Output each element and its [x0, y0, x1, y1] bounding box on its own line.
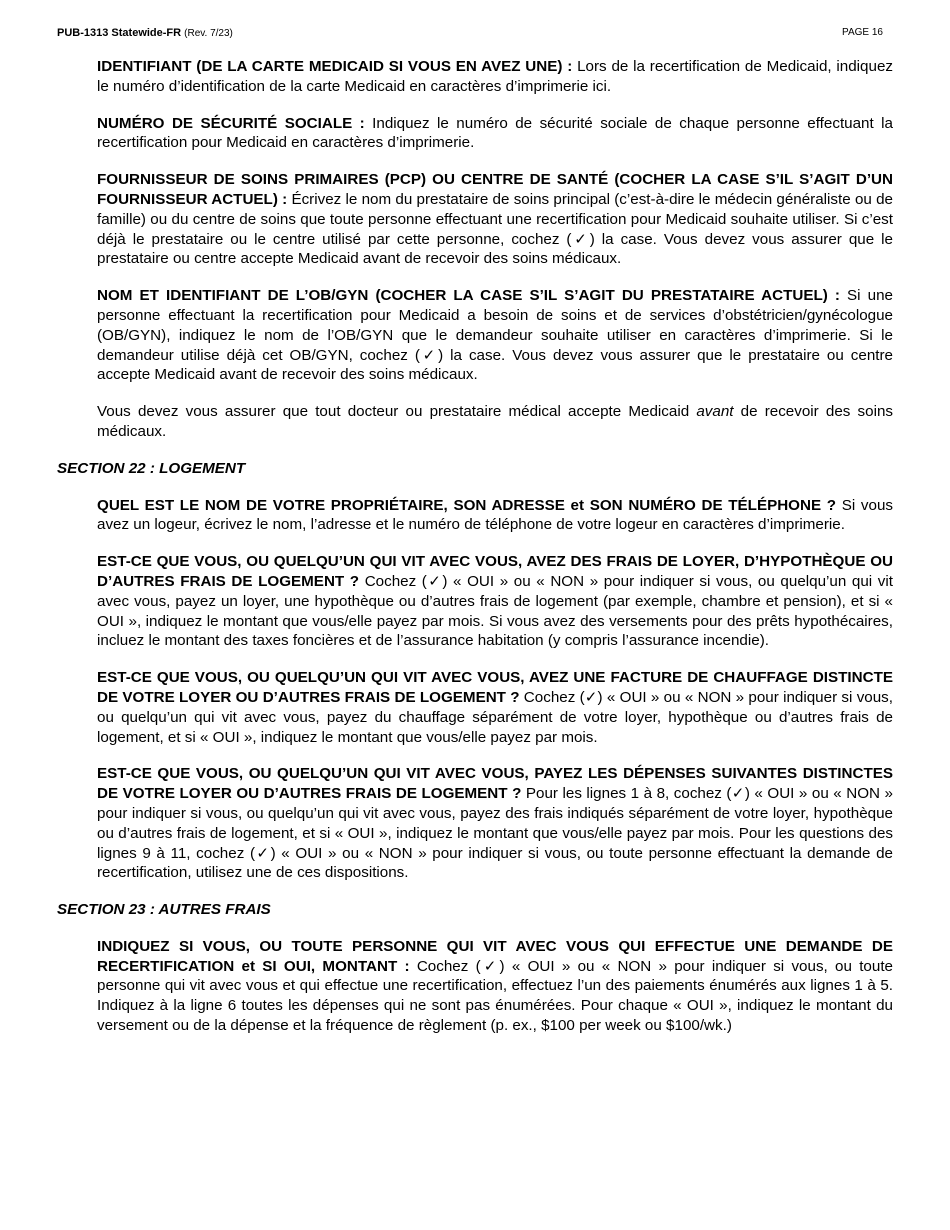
paragraph-heating	[97, 668, 893, 747]
paragraph-heading: NUMÉRO DE SÉCURITÉ SOCIALE :	[97, 114, 365, 132]
paragraph-text: Indiquez le numéro de sécurité sociale de chaque personne effectuant la recertification pour Medicaid en caractères d’imprimerie.	[97, 114, 893, 152]
paragraph-heading: EST-CE QUE VOUS, OU QUELQU’UN QUI VIT AVEC VOUS, PAYEZ LES DÉPENSES SUIVANTES DISTINCTES DE VOTRE LOYER OU D’AUTRES FRAIS DE LOGEMENT ?	[97, 765, 893, 803]
section-22-title: SECTION 22 : LOGEMENT	[57, 459, 246, 477]
paragraph-text: Cochez (✓) « OUI » ou « NON » pour indiquer si vous, ou quelqu’un qui vit avec vous, payez du chauffage séparément de votre loyer, hypothèque ou d’autres frais de logement, et si « OUI », indiquez le montant que vous/elle payez par mois.	[97, 688, 893, 746]
paragraph-other-expenses	[97, 937, 893, 1036]
paragraph-rent	[97, 552, 893, 651]
paragraph-text: Écrivez le nom du prestataire de soins principal (c’est-à-dire le médecin généraliste ou de famille) ou du centre de soins que toute personne effectuant une recertification pour Medicaid souhaite utiliser. Si c’est déjà le prestataire ou le centre utilisé par cette personne, cochez (✓) la case. Vous devez vous assurer que le prestataire ou centre accepte Medicaid avant de recevoir des soins médicaux.	[97, 190, 893, 268]
paragraph-obgyn	[97, 286, 893, 385]
doc-code: PUB-1313 Statewide-FR	[57, 27, 182, 39]
paragraph-medicaid-id	[97, 57, 893, 97]
paragraph-expenses	[97, 764, 893, 883]
note-text-before: Vous devez vous assurer que tout docteur ou prestataire médical accepte Medicaid	[97, 403, 697, 421]
paragraph-heading: EST-CE QUE VOUS, OU QUELQU’UN QUI VIT AVEC VOUS, AVEZ UNE FACTURE DE CHAUFFAGE DISTINCTE DE VOTRE LOYER OU D’AUTRES FRAIS DE LOGEMENT ?	[97, 669, 893, 706]
paragraph-pcp	[97, 170, 893, 269]
note-text-after: de recevoir des soins médicaux.	[97, 403, 894, 440]
doc-revision: (Rev. 7/23)	[184, 28, 233, 39]
paragraph-heading: IDENTIFIANT (DE LA CARTE MEDICAID SI VOUS EN AVEZ UNE) :	[97, 58, 573, 75]
paragraph-ssn	[97, 114, 893, 154]
note-emphasis: avant	[696, 403, 734, 421]
page-header	[57, 27, 883, 43]
paragraph-heading: EST-CE QUE VOUS, OU QUELQU’UN QUI VIT AVEC VOUS, AVEZ DES FRAIS DE LOYER, D’HYPOTHÈQUE OU D’AUTRES FRAIS DE LOGEMENT ?	[97, 553, 893, 590]
page-number: PAGE 16	[842, 27, 883, 38]
paragraph-text: Si vous avez un logeur, écrivez le nom, l’adresse et le numéro de téléphone de votre logeur en caractères d’imprimerie.	[97, 496, 893, 534]
document-body	[57, 57, 893, 1053]
paragraph-text: Cochez (✓) « OUI » ou « NON » pour indiquer si vous, ou quelqu’un qui vit avec vous, payez un loyer, une hypothèque ou d’autres frais de logement (par exemple, chambre et pension), et si « OUI », indiquez le montant que vous/elle payez par mois. Si vous avez des versements pour des prêts hypothécaires, incluez le montant des taxes foncières et de l’assurance habitation (y compris l’assurance incendie).	[97, 572, 893, 650]
paragraph-text: Cochez (✓) « OUI » ou « NON » pour indiquer si vous, ou toute personne qui vit avec vous et qui effectue une recertification, effectuez l’un des paiements énumérés aux lignes 1 à 5. Indiquez à la ligne 6 toutes les dépenses qui ne sont pas énumérées. Pour chaque « OUI », indiquez le montant du versement ou de la dépense et la fréquence de règlement (p. ex., $100 per week ou $100/wk.)	[97, 957, 893, 1035]
paragraph-doctor-note	[97, 402, 893, 442]
paragraph-text: Si une personne effectuant la recertification pour Medicaid a besoin de soins et de services d’obstétricien/gynécologue (OB/GYN), indiquez le nom de l’OB/GYN que le demandeur souhaite utiliser en caractères d’imprimerie. Si le demandeur utilise déjà cet OB/GYN, cochez (✓) la case. Vous devez vous assurer que le prestataire ou centre accepte Medicaid avant de recevoir des soins médicaux.	[97, 287, 893, 384]
paragraph-text: Pour les lignes 1 à 8, cochez (✓) « OUI » ou « NON » pour indiquer si vous, ou quelqu’un qui vit avec vous, payez des frais indiqués séparément de votre loyer, hypothèque ou d’autres frais de logement, et si « OUI », indiquez le montant que vous/elle payez par mois. Pour les questions des lignes 9 à 11, cochez (✓) « OUI » ou « NON » pour indiquer si vous, ou toute personne effectuant la demande de recertification, utilisez une de ces dispositions.	[97, 785, 893, 882]
paragraph-heading: INDIQUEZ SI VOUS, OU TOUTE PERSONNE QUI VIT AVEC VOUS QUI EFFECTUE UNE DEMANDE DE RECERTIFICATION et SI OUI, MONTANT :	[97, 937, 893, 975]
section-23-title: SECTION 23 : AUTRES FRAIS	[57, 901, 271, 919]
paragraph-heading: FOURNISSEUR DE SOINS PRIMAIRES (PCP) OU CENTRE DE SANTÉ (COCHER LA CASE S’IL S’AGIT D’UN FOURNISSEUR ACTUEL) :	[97, 171, 893, 208]
paragraph-text: Lors de la recertification de Medicaid, indiquez le numéro d’identification de la carte Medicaid en caractères d’imprimerie ici.	[97, 58, 893, 95]
paragraph-heading: QUEL EST LE NOM DE VOTRE PROPRIÉTAIRE, SON ADRESSE et SON NUMÉRO DE TÉLÉPHONE ?	[97, 496, 837, 514]
paragraph-landlord	[97, 496, 893, 536]
doc-id	[57, 27, 233, 39]
paragraph-heading: NOM ET IDENTIFIANT DE L’OB/GYN (COCHER LA CASE S’IL S’AGIT DU PRESTATAIRE ACTUEL) :	[97, 287, 840, 305]
